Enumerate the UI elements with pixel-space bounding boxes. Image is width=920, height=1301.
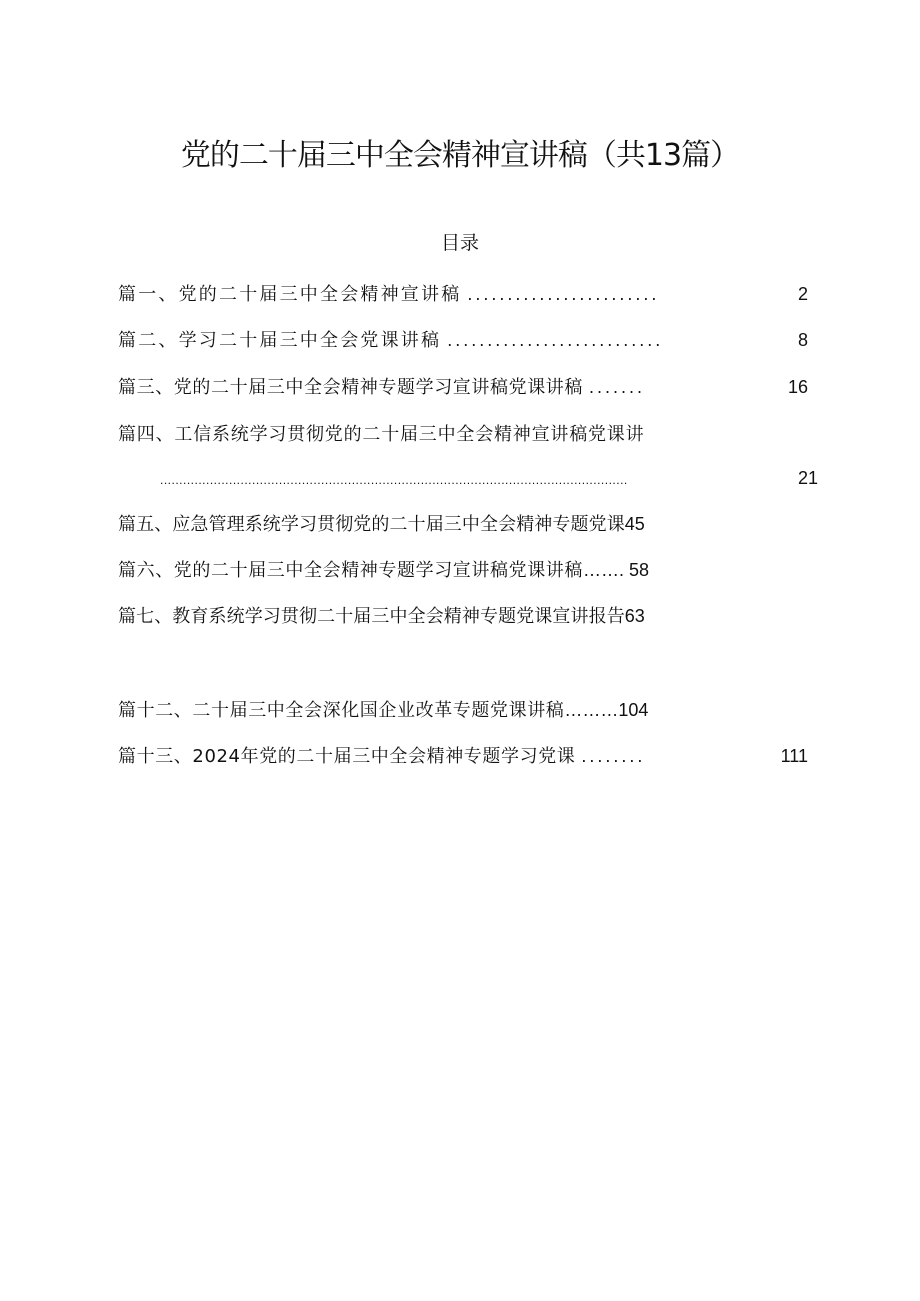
- toc-entry-13[interactable]: [118, 742, 808, 771]
- toc-page-number: 104: [618, 700, 649, 720]
- toc-page-number: 63: [624, 606, 645, 626]
- toc-entry-4[interactable]: [118, 421, 808, 449]
- document-title: 党的二十届三中全会精神宣讲稿（共13篇）: [180, 138, 740, 173]
- toc-leader-dots: ...........................: [447, 330, 664, 350]
- toc-page-number: 45: [624, 514, 645, 534]
- toc-leader-dots: ..........................................................................................................................: [160, 473, 628, 487]
- toc-leader-dots: ……: [583, 560, 619, 580]
- toc-entry-title: 篇四、工信系统学习贯彻党的二十届三中全会精神宣讲稿党课讲: [118, 424, 645, 445]
- toc-entry-title: 篇十二、二十届三中全会深化国企业改革专题党课讲稿: [118, 700, 565, 721]
- toc-entry-title: 篇一、党的二十届三中全会精神宣讲稿: [118, 284, 462, 305]
- toc-page-number: 8: [797, 330, 808, 350]
- toc-entry-3[interactable]: [118, 373, 808, 402]
- toc-entry-title: 篇三、党的二十届三中全会精神专题学习宣讲稿党课讲稿: [118, 377, 583, 398]
- toc-entry-title: 篇二、学习二十届三中全会党课讲稿: [118, 330, 442, 351]
- toc-page-number: 16: [787, 377, 808, 397]
- toc-entry-2[interactable]: [118, 326, 808, 355]
- toc-heading: 目录: [440, 232, 479, 254]
- toc-entry-5[interactable]: [118, 510, 808, 539]
- toc-entry-title: 篇五、应急管理系统学习贯彻党的二十届三中全会精神专题党课: [118, 514, 625, 535]
- toc-page-number: 21: [797, 468, 818, 488]
- toc-entry-4-continuation[interactable]: [160, 464, 818, 494]
- toc-page-number: . 58: [619, 560, 650, 580]
- toc-entry-6[interactable]: [118, 556, 808, 585]
- toc-entry-7[interactable]: [118, 602, 808, 631]
- toc-entry-title: 篇十三、2024年党的二十届三中全会精神专题学习党课: [118, 746, 576, 767]
- toc-page-number: 111: [780, 746, 808, 766]
- toc-leader-dots: ………: [564, 700, 619, 720]
- toc-leader-dots: ........: [581, 746, 646, 766]
- toc-leader-dots: .......: [589, 377, 646, 397]
- toc-leader-dots: ........................: [467, 284, 660, 304]
- toc-entry-12[interactable]: [118, 696, 808, 725]
- toc-entry-title: 篇六、党的二十届三中全会精神专题学习宣讲稿党课讲稿: [118, 560, 583, 581]
- toc-entry-title: 篇七、教育系统学习贯彻二十届三中全会精神专题党课宣讲报告: [118, 606, 625, 627]
- toc-entry-1[interactable]: [118, 280, 808, 309]
- toc-page-number: 2: [797, 284, 808, 304]
